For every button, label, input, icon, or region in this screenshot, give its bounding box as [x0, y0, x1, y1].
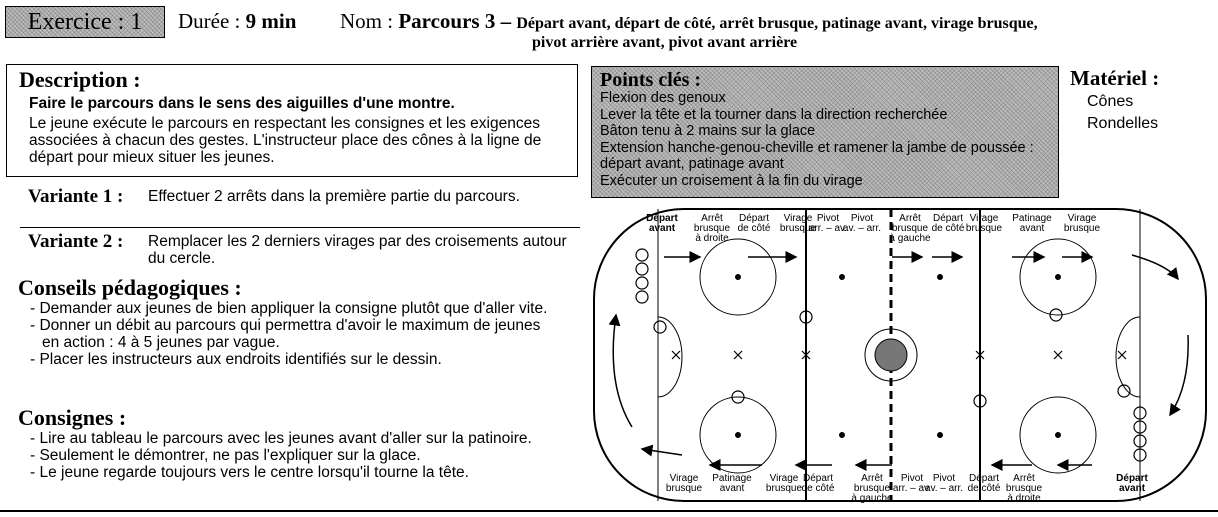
rink-label: Pivot av. – arr. — [924, 473, 964, 494]
rink-label: Pivot arr. – av. — [892, 473, 932, 494]
consignes-list — [30, 430, 560, 481]
duration-label: Durée : — [178, 9, 246, 33]
rink-labels-top — [646, 213, 1100, 244]
bottom-rule — [0, 510, 1218, 512]
variante-1-text: Effectuer 2 arrêts dans la première partie du parcours. — [148, 188, 520, 205]
points-cles-list — [600, 90, 1050, 189]
name-title: Parcours 3 – — [398, 9, 517, 33]
center-logo — [875, 339, 907, 371]
duration-value: 9 min — [245, 9, 297, 33]
list-item: Lever la tête et la tourner dans la direction recherchée — [600, 106, 948, 123]
name-line1: Départ avant, départ de côté, arrêt brusque, patinage avant, virage brusque, — [516, 15, 1038, 32]
list-item: - Le jeune regarde toujours vers le centre lorsqu'il tourne la tête. — [30, 464, 469, 481]
duration — [178, 9, 296, 34]
list-item: - Demander aux jeunes de bien appliquer la consigne plutôt que d'aller vite. — [30, 300, 548, 317]
name-line2: pivot arrière avant, pivot avant arrière — [532, 34, 798, 51]
exercise-badge: Exercice : 1 — [5, 6, 165, 38]
points-cles-box — [591, 66, 1059, 198]
consignes-heading: Consignes : — [18, 405, 127, 430]
conseils-list — [30, 300, 550, 368]
list-item: Exécuter un croisement à la fin du virage — [600, 172, 863, 189]
materiel-box — [1070, 66, 1210, 135]
rink-diagram — [592, 205, 1212, 507]
variante-divider — [20, 227, 580, 228]
list-item: - Seulement le démontrer, ne pas l'expliquer sur la glace. — [30, 447, 421, 464]
list-item: Bâton tenu à 2 mains sur la glace — [600, 123, 816, 139]
rink-label: Patinage avant — [1012, 213, 1052, 234]
description-box — [6, 64, 578, 177]
rink-label: Arrêt brusque à droite — [1005, 473, 1043, 504]
list-item: - Donner un débit au parcours qui permettra d'avoir le maximum de jeunes en action : 4 à 5 jeunes par vague. — [30, 317, 541, 351]
materiel-list — [1070, 91, 1210, 135]
description-text: Le jeune exécute le parcours en respectant les consignes et les exigences associées à chacun des gestes. L'instructeur place des cônes à la ligne de départ pour mieux situer les jeunes. — [29, 115, 542, 166]
rink-label: Départ avant — [646, 213, 678, 234]
rink-label: Arrêt brusque à gauche — [889, 213, 931, 244]
rink-label: Arrêt brusque à droite — [693, 213, 731, 244]
rink-label: Arrêt brusque à gauche — [851, 473, 893, 504]
rink-label: Virage brusque — [765, 473, 803, 494]
conseils-heading: Conseils pédagogiques : — [18, 275, 242, 300]
rink-label: Départ de côté — [967, 473, 1001, 494]
rink-label: Virage brusque — [1063, 213, 1101, 234]
rink-label: Pivot av. – arr. — [842, 213, 882, 234]
rink-label: Virage brusque — [665, 473, 703, 494]
list-item: Rondelles — [1087, 115, 1159, 132]
description-bold-line: Faire le parcours dans le sens des aiguilles d'une montre. — [29, 95, 455, 112]
rink-label: Départ de côté — [931, 213, 965, 234]
materiel-heading: Matériel : — [1070, 66, 1160, 90]
variante-2-text: Remplacer les 2 derniers virages par des croisements autour du cercle. — [148, 233, 567, 267]
list-item: Extension hanche-genou-cheville et ramener la jambe de poussée : départ avant, patinage avant — [600, 139, 1034, 172]
rink-label: Départ de côté — [737, 213, 771, 234]
rink-label: Patinage avant — [712, 473, 752, 494]
description-heading: Description : — [19, 67, 141, 92]
exercise-name — [340, 9, 1200, 52]
name-label: Nom : — [340, 9, 399, 33]
variante-1-label: Variante 1 : — [28, 186, 124, 207]
rink-label: Pivot arr. – av. — [808, 213, 848, 234]
rink-label: Départ de côté — [801, 473, 835, 494]
rink-label: Virage brusque — [965, 213, 1003, 234]
rink-label: Départ avant — [1116, 473, 1148, 494]
list-item: Cônes — [1087, 93, 1134, 110]
variante-2-label: Variante 2 : — [28, 231, 124, 252]
rink-labels-bottom — [666, 473, 1149, 504]
list-item: - Placer les instructeurs aux endroits identifiés sur le dessin. — [30, 351, 442, 368]
list-item: - Lire au tableau le parcours avec les jeunes avant d'aller sur la patinoire. — [30, 430, 532, 447]
points-cles-heading: Points clés : — [600, 69, 702, 91]
list-item: Flexion des genoux — [600, 90, 726, 106]
rink-label: Virage brusque — [779, 213, 817, 234]
